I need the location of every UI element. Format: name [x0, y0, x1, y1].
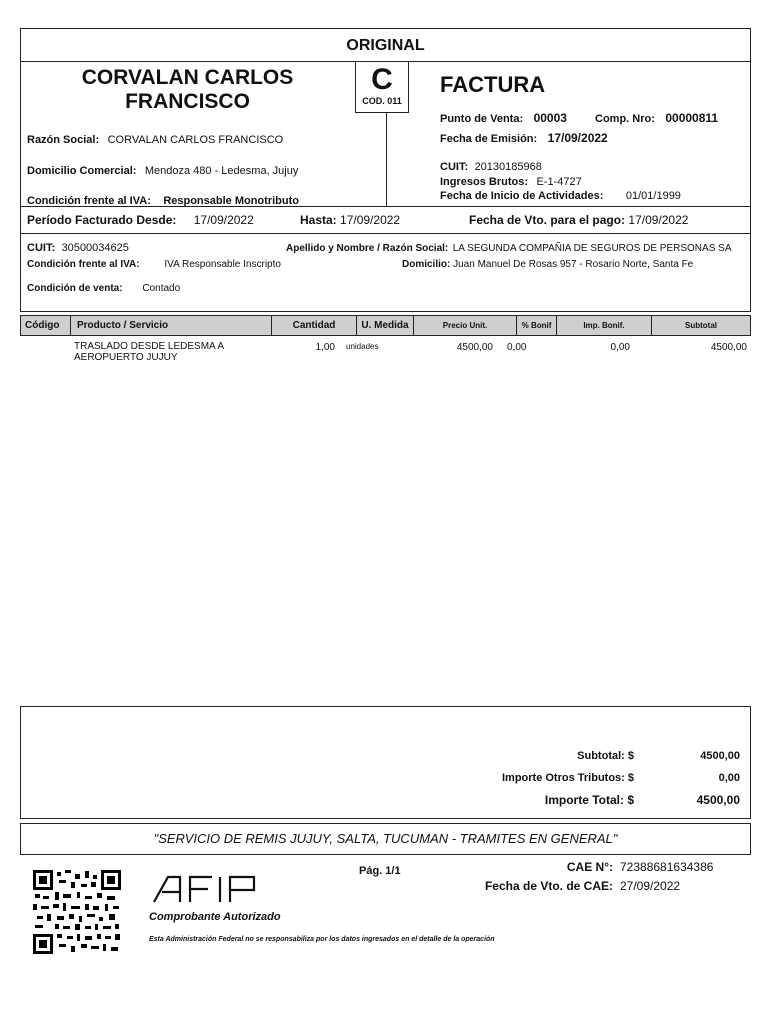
item-medida: unidades — [346, 342, 379, 351]
afip-logo — [150, 874, 265, 904]
issuer-domicilio: Domicilio Comercial: Mendoza 480 - Ledesma, Jujuy — [27, 165, 299, 177]
item-producto: TRASLADO DESDE LEDESMA A AEROPUERTO JUJUY — [74, 341, 225, 363]
client-cuit: CUIT: 30500034625 — [27, 242, 129, 254]
client-condicion-venta: Condición de venta: Contado — [27, 283, 181, 294]
cae-vto-date: 27/09/2022 — [620, 879, 681, 893]
issuer-name-line1: CORVALAN CARLOS — [81, 66, 294, 89]
page-number: Pág. 1/1 — [359, 865, 401, 877]
table-row — [20, 339, 751, 365]
col-precio: Precio Unit. — [414, 316, 517, 335]
invoice-type-letter: C — [371, 63, 393, 96]
item-precio: 4500,00 — [456, 342, 493, 353]
period-vto: Fecha de Vto. para el pago: 17/09/2022 — [469, 213, 689, 227]
client-domicilio: Domicilio: Juan Manuel De Rosas 957 - Rosario Norte, Santa Fe — [402, 259, 694, 270]
header-divider — [386, 106, 387, 207]
col-codigo: Código — [21, 316, 71, 335]
issuer-razon-social: Razón Social: CORVALAN CARLOS FRANCISCO — [27, 134, 284, 146]
otros-tributos-label: Importe Otros Tributos: $ — [501, 772, 634, 784]
item-bonif-pct: 0,00 — [507, 342, 527, 353]
invoice-title: FACTURA — [440, 72, 546, 97]
col-subtotal: Subtotal — [685, 321, 717, 330]
issuer-cuit: CUIT: 20130185968 — [440, 161, 542, 173]
service-note-box — [20, 823, 751, 855]
fecha-emision: Fecha de Emisión: 17/09/2022 — [440, 131, 608, 145]
client-nombre: Apellido y Nombre / Razón Social: LA SEGUNDA COMPAÑIA DE SEGUROS DE PERSONAS SA — [286, 243, 732, 254]
cae-vto-label: Fecha de Vto. de CAE: — [484, 879, 613, 893]
client-iva: Condición frente al IVA: IVA Responsable Inscripto — [27, 259, 281, 270]
period-hasta: Hasta: 17/09/2022 — [300, 213, 401, 227]
copy-label: ORIGINAL — [346, 37, 425, 54]
period-desde: Período Facturado Desde: 17/09/2022 — [27, 213, 254, 227]
subtotal-value: 4500,00 — [700, 750, 740, 762]
col-bonif-pct: % Bonif — [517, 316, 557, 335]
cae-number: 72388681634386 — [620, 860, 714, 874]
invoice-type-code: COD. 011 — [362, 96, 402, 106]
invoice-type-box — [355, 61, 409, 113]
item-cantidad: 1,00 — [315, 342, 335, 353]
subtotal-label: Subtotal: $ — [577, 750, 634, 762]
service-note: "SERVICIO DE REMIS JUJUY, SALTA, TUCUMAN - TRAMITES EN GENERAL" — [153, 831, 618, 846]
comprobante-autorizado: Comprobante Autorizado — [149, 911, 281, 923]
issuer-name — [40, 66, 335, 114]
col-cantidad: Cantidad — [272, 316, 357, 335]
inicio-actividades: Fecha de Inicio de Actividades: 01/01/1999 — [440, 190, 681, 202]
otros-tributos-value: 0,00 — [718, 772, 740, 784]
ingresos-brutos: Ingresos Brutos: E-1-4727 — [440, 176, 582, 188]
comp-nro: Comp. Nro: 00000811 — [595, 111, 719, 125]
total-label: Importe Total: $ — [544, 793, 634, 807]
issuer-name-line2: FRANCISCO — [125, 90, 250, 113]
item-imp-bonif: 0,00 — [610, 342, 630, 353]
col-producto: Producto / Servicio — [71, 316, 272, 335]
qr-code — [33, 870, 121, 954]
svg-text:AFIP: AFIP — [207, 903, 210, 904]
issuer-iva: Condición frente al IVA: Responsable Monotributo — [27, 195, 299, 207]
col-imp-bonif: Imp. Bonif. — [557, 316, 652, 335]
items-table-header — [20, 315, 751, 336]
item-subtotal: 4500,00 — [710, 342, 747, 353]
disclaimer: Esta Administración Federal no se responsabiliza por los datos ingresados en el detalle de la operación — [149, 936, 495, 943]
col-medida: U. Medida — [357, 316, 414, 335]
total-value: 4500,00 — [696, 793, 740, 807]
copy-label-box — [20, 28, 751, 62]
cae-label: CAE N°: — [566, 860, 613, 874]
punto-de-venta: Punto de Venta: 00003 — [440, 111, 567, 125]
